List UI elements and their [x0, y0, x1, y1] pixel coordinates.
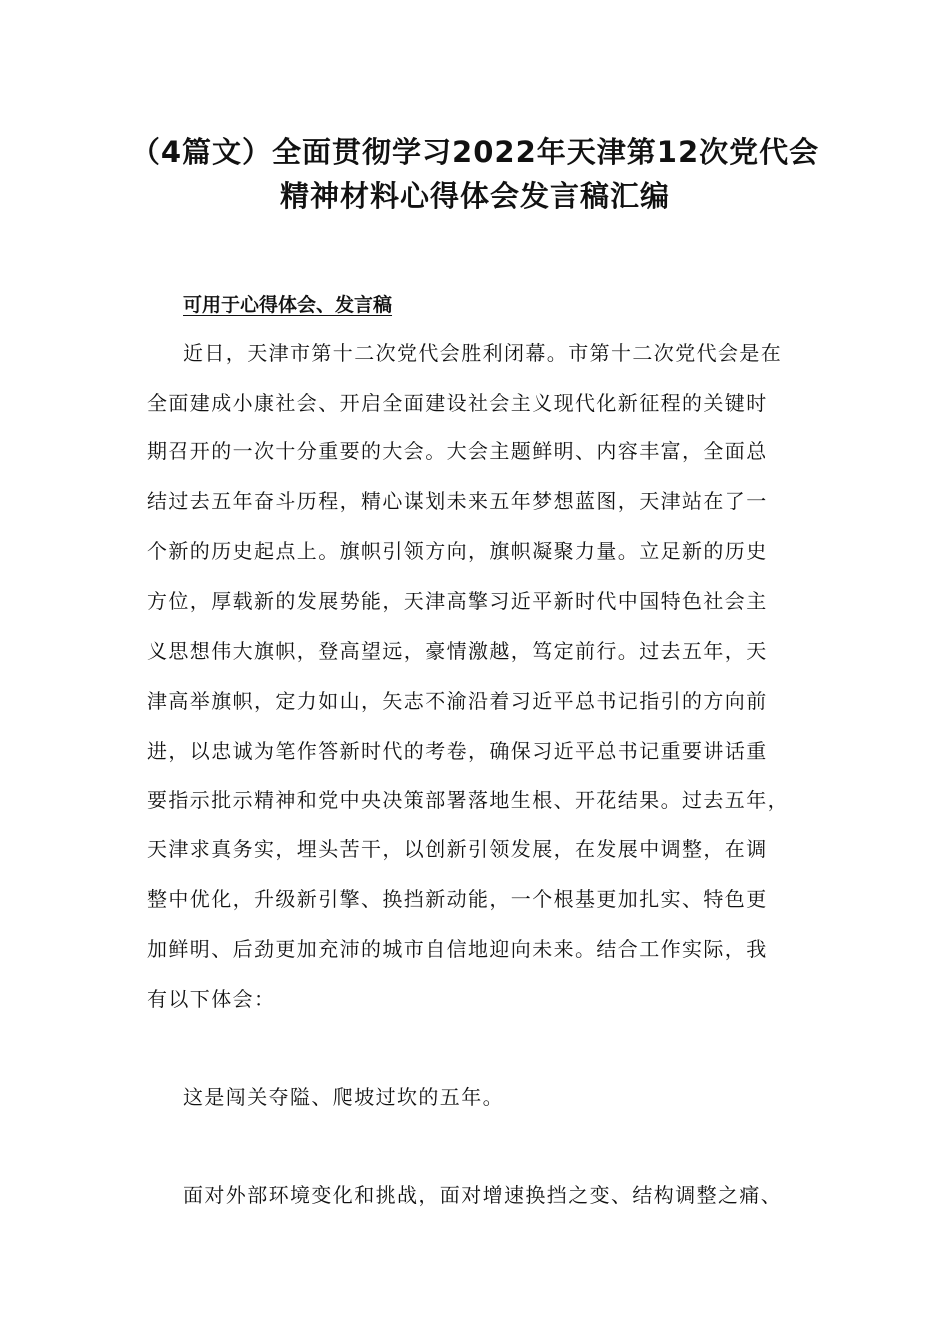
subheading: 可用于心得体会、发言稿 [183, 294, 393, 316]
paragraph-line: 全面建成小康社会、开启全面建设社会主义现代化新征程的关键时 [147, 391, 768, 415]
paragraph-3: 面对外部环境变化和挑战，面对增速换挡之变、结构调整之痛、 [183, 1183, 783, 1207]
paragraph-line: 义思想伟大旗帜，登高望远，豪情激越，笃定前行。过去五年，天 [147, 639, 768, 663]
paragraph-2: 这是闯关夺隘、爬坡过坎的五年。 [183, 1085, 504, 1109]
paragraph-line: 津高举旗帜，定力如山，矢志不渝沿着习近平总书记指引的方向前 [147, 689, 768, 713]
paragraph-line: 天津求真务实，埋头苦干，以创新引领发展，在发展中调整，在调 [147, 837, 768, 861]
paragraph-line: 有以下体会： [147, 987, 276, 1011]
paragraph-line: 个新的历史起点上。旗帜引领方向，旗帜凝聚力量。立足新的历史 [147, 539, 768, 563]
paragraph-line: 整中优化，升级新引擎、换挡新动能，一个根基更加扎实、特色更 [147, 887, 768, 911]
paragraph-line: 结过去五年奋斗历程，精心谋划未来五年梦想蓝图，天津站在了一 [147, 489, 768, 513]
paragraph-line: 近日，天津市第十二次党代会胜利闭幕。市第十二次党代会是在 [183, 341, 783, 365]
paragraph-line: 进，以忠诚为笔作答新时代的考卷，确保习近平总书记重要讲话重 [147, 739, 768, 763]
paragraph-line: 加鲜明、后劲更加充沛的城市自信地迎向未来。结合工作实际，我 [147, 937, 768, 961]
document-title-line-2: 精神材料心得体会发言稿汇编 [279, 179, 670, 213]
paragraph-line: 要指示批示精神和党中央决策部署落地生根、开花结果。过去五年， [147, 788, 789, 812]
document-title-line-1: （4篇文）全面贯彻学习2022年天津第12次党代会 [130, 135, 820, 169]
paragraph-line: 期召开的一次十分重要的大会。大会主题鲜明、内容丰富，全面总 [147, 439, 768, 463]
paragraph-line: 方位，厚载新的发展势能，天津高擎习近平新时代中国特色社会主 [147, 589, 768, 613]
